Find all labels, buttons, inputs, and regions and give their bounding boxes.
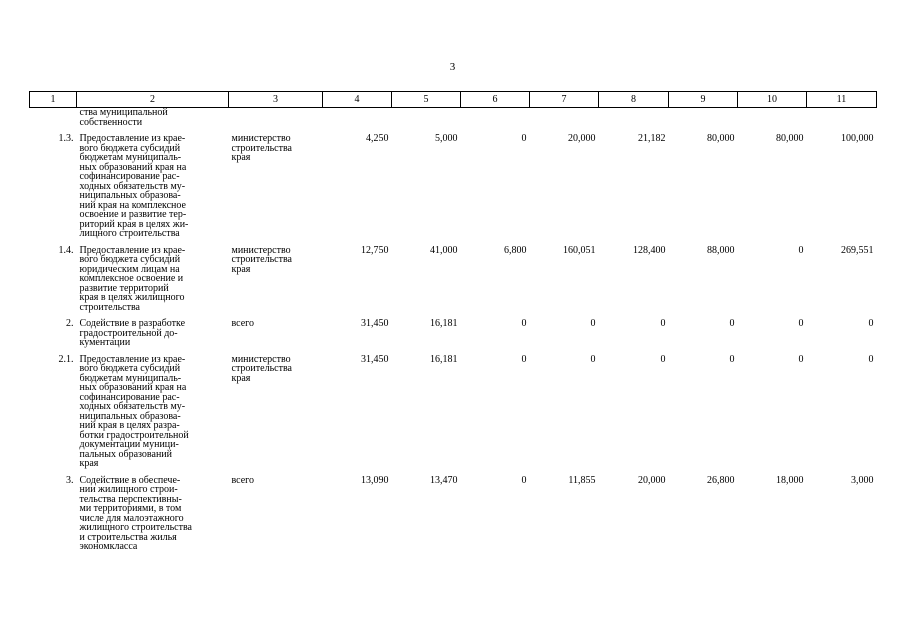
row-responsible: министерство строительства края: [231, 244, 292, 275]
column-header-4: 4: [323, 92, 392, 108]
row-value: 0: [521, 353, 527, 365]
row-number: 2.1.: [58, 353, 74, 365]
row-number: 1.3.: [58, 133, 74, 144]
row-responsible: министерство строительства края: [231, 133, 292, 163]
row-value: 6,800: [504, 244, 527, 256]
row-value: 160,051: [563, 244, 596, 256]
row-number: 1.4.: [58, 244, 74, 256]
row-value: 0: [521, 133, 527, 144]
row-value: 4,250: [366, 133, 389, 144]
row-value: 88,000: [707, 244, 735, 256]
row-description: Предоставление из крае- вого бюджета субсидий бюджетам муниципаль- ных образований края на софинансирование рас- ходных обязательств му- ниципальных образова- ний края в целях разра- ботки градостроительной документации муници- пальных образований края: [79, 353, 189, 469]
row-value: 100,000: [841, 133, 874, 144]
row-value: 0: [798, 353, 804, 365]
row-value: 0: [868, 353, 874, 365]
row-value: 128,400: [633, 244, 666, 256]
table-row: [30, 352, 877, 473]
row-description: Содействие в обеспече- нии жилищного строи- тельства перспективны- ми территориями, в том числе для малоэтажного жилищного строительства и строительства жилья экономкласса: [79, 474, 192, 552]
row-value: 26,800: [707, 474, 735, 486]
row-value: 0: [798, 244, 804, 256]
row-value: 0: [521, 318, 527, 329]
row-value: 20,000: [638, 474, 666, 486]
row-description: Предоставление из крае- вого бюджета субсидий бюджетам муниципаль- ных образований края на софинансирование рас- ходных обязательств му- ниципальных образова- ний края на комплексное освоение и развитие тер- риторий края в целях жи- лищного строительства: [79, 133, 189, 239]
row-value: 5,000: [435, 133, 458, 144]
table-row: [30, 108, 877, 132]
row-value: 0: [660, 353, 666, 365]
row-value: 11,855: [568, 474, 596, 486]
row-number: 2.: [66, 318, 74, 329]
table-row: [30, 316, 877, 352]
row-value: [530, 108, 599, 132]
row-value: 21,182: [638, 133, 666, 144]
row-value: 80,000: [707, 133, 735, 144]
row-value: 41,000: [430, 244, 458, 256]
row-value: 0: [590, 318, 596, 329]
page-number: 3: [449, 61, 456, 73]
budget-table: [29, 91, 877, 556]
row-description: Предоставление из крае- вого бюджета субсидий юридическим лицам на комплексное освоение и развитие территорий края в целях жилищного строительства: [79, 244, 186, 313]
row-value: [461, 108, 530, 132]
column-header-7: 7: [530, 92, 599, 108]
column-header-3: 3: [229, 92, 323, 108]
column-header-8: 8: [599, 92, 669, 108]
column-header-2: 2: [77, 92, 229, 108]
row-value: 0: [868, 318, 874, 329]
row-value: 0: [729, 353, 735, 365]
table-row: [30, 243, 877, 317]
row-number: 3.: [66, 474, 74, 486]
row-value: 80,000: [776, 133, 804, 144]
row-value: 0: [521, 474, 527, 486]
row-value: 31,450: [361, 353, 389, 365]
row-value: 0: [660, 318, 666, 329]
row-value: 12,750: [361, 244, 389, 256]
row-responsible: всего: [231, 474, 255, 486]
row-value: [669, 108, 738, 132]
row-value: [392, 108, 461, 132]
row-value: 13,090: [361, 474, 389, 486]
row-value: [807, 108, 877, 132]
table-row: [30, 473, 877, 556]
column-header-10: 10: [738, 92, 807, 108]
column-header-6: 6: [461, 92, 530, 108]
row-value: [599, 108, 669, 132]
row-responsible: [229, 108, 323, 132]
row-value: 0: [590, 353, 596, 365]
row-description: Содействие в разработке градостроительной до- кументации: [79, 318, 186, 348]
row-value: 16,181: [430, 318, 458, 329]
table-row: [30, 131, 877, 243]
row-value: 20,000: [568, 133, 596, 144]
column-header-9: 9: [669, 92, 738, 108]
row-value: 16,181: [430, 353, 458, 365]
row-value: 3,000: [851, 474, 874, 486]
row-value: 0: [729, 318, 735, 329]
column-header-5: 5: [392, 92, 461, 108]
row-value: [738, 108, 807, 132]
column-header-1: 1: [30, 92, 77, 108]
column-header-row: [30, 92, 877, 108]
row-value: 18,000: [776, 474, 804, 486]
row-description: ства муниципальной собственности: [79, 107, 168, 128]
row-value: 31,450: [361, 318, 389, 329]
column-header-11: 11: [807, 92, 877, 108]
row-value: 13,470: [430, 474, 458, 486]
row-number: [30, 108, 77, 132]
row-responsible: министерство строительства края: [231, 353, 292, 384]
row-value: 0: [798, 318, 804, 329]
row-value: [323, 108, 392, 132]
row-value: 269,551: [841, 244, 874, 256]
row-responsible: всего: [231, 318, 255, 329]
